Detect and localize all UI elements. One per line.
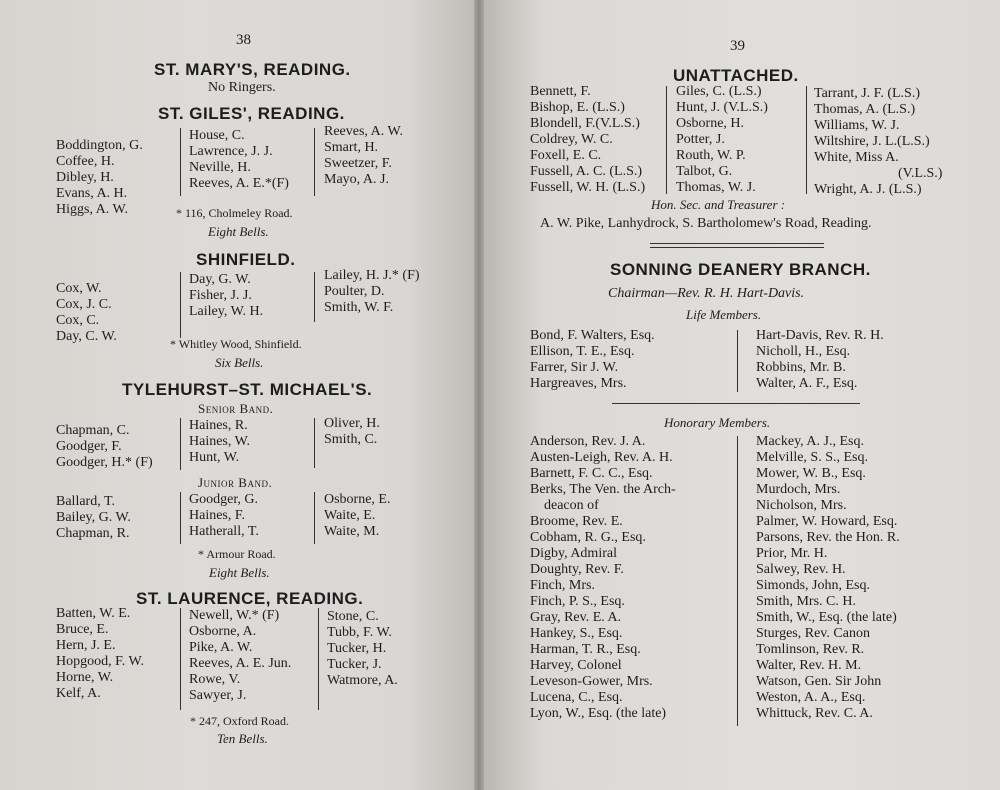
double-rule-top (650, 243, 824, 244)
list-item: Higgs, A. W. (56, 202, 128, 217)
column-divider (314, 128, 315, 196)
tylehurst-senior-label: Senior Band. (198, 401, 274, 416)
column-divider (314, 418, 315, 468)
sonning-title: SONNING DEANERY BRANCH. (610, 260, 871, 279)
st-laurence-bells: Ten Bells. (217, 731, 268, 746)
column-divider (180, 608, 181, 710)
column-divider (666, 86, 667, 194)
hon-sec-name: A. W. Pike, Lanhydrock, S. Bartholomew's Road, Reading. (540, 216, 872, 231)
column-divider (737, 330, 738, 392)
list-item: Smith, W., Esq. (the late) (756, 610, 897, 625)
list-item: Broome, Rev. E. (530, 514, 623, 529)
st-giles-address: * 116, Cholmeley Road. (176, 206, 293, 220)
unattached-col2 (676, 84, 768, 196)
list-item: Mayo, A. J. (324, 172, 389, 187)
life-col2 (756, 328, 884, 392)
list-item: Gray, Rev. E. A. (530, 610, 622, 625)
list-item: Smith, C. (324, 432, 378, 447)
list-item: Leveson-Gower, Mrs. (530, 674, 653, 689)
list-item: Lucena, C., Esq. (530, 690, 623, 705)
list-item: Hopgood, F. W. (56, 654, 144, 669)
unattached-col3 (814, 86, 942, 198)
list-item: Coffee, H. (56, 154, 115, 169)
list-item: Goodger, F. (56, 439, 122, 454)
list-item: Kelf, A. (56, 686, 101, 701)
unattached-col1 (530, 84, 645, 196)
list-item: Prior, Mr. H. (756, 546, 828, 561)
list-item: Sweetzer, F. (324, 156, 392, 171)
list-item: Watmore, A. (327, 673, 398, 688)
list-item: Hunt, J. (V.L.S.) (676, 100, 768, 115)
list-item: Mackey, A. J., Esq. (756, 434, 864, 449)
list-item: Blondell, F.(V.L.S.) (530, 116, 640, 131)
list-item: Goodger, G. (189, 492, 259, 507)
list-item: Pike, A. W. (189, 640, 253, 655)
list-item: Robbins, Mr. B. (756, 360, 846, 375)
list-item: Ellison, T. E., Esq. (530, 344, 635, 359)
list-item: White, Miss A. (814, 150, 899, 165)
chairman-line: Chairman—Rev. R. H. Hart-Davis. (608, 286, 805, 301)
list-item: Finch, P. S., Esq. (530, 594, 625, 609)
tylehurst-junior-label: Junior Band. (198, 475, 273, 490)
list-item: Murdoch, Mrs. (756, 482, 841, 497)
list-item: Harman, T. R., Esq. (530, 642, 641, 657)
list-item: Poulter, D. (324, 284, 385, 299)
list-item: Hart-Davis, Rev. R. H. (756, 328, 884, 343)
st-laurence-col2 (189, 608, 291, 704)
hon-sec-label: Hon. Sec. and Treasurer : (651, 197, 786, 212)
list-item: Sawyer, J. (189, 688, 247, 703)
list-item: Dibley, H. (56, 170, 114, 185)
section-rule (612, 403, 860, 404)
list-item: Tomlinson, Rev. R. (756, 642, 865, 657)
list-item: Goodger, H.* (F) (56, 455, 153, 470)
list-item: Lailey, W. H. (189, 304, 264, 319)
list-item: Whittuck, Rev. C. A. (756, 706, 873, 721)
list-item: Ballard, T. (56, 494, 115, 509)
list-item: Farrer, Sir J. W. (530, 360, 619, 375)
life-col1 (530, 328, 655, 392)
list-item: Harvey, Colonel (530, 658, 622, 673)
st-giles-bells: Eight Bells. (208, 224, 269, 239)
list-item: Salwey, Rev. H. (756, 562, 846, 577)
list-item: Thomas, A. (L.S.) (814, 102, 916, 117)
list-item: Thomas, W. J. (676, 180, 756, 195)
list-item: Rowe, V. (189, 672, 241, 687)
list-item: Waite, E. (324, 508, 376, 523)
st-marys-title: ST. MARY'S, READING. (154, 60, 351, 79)
list-item: Melville, S. S., Esq. (756, 450, 869, 465)
list-item: Neville, H. (189, 160, 251, 175)
tylehurst-senior-col3 (324, 416, 380, 448)
list-item: Palmer, W. Howard, Esq. (756, 514, 898, 529)
shinfield-bells: Six Bells. (215, 355, 264, 370)
list-item: Reeves, A. W. (324, 124, 403, 139)
list-item: Chapman, C. (56, 423, 130, 438)
list-item: Osborne, H. (676, 116, 745, 131)
column-divider (314, 492, 315, 544)
st-giles-col2 (189, 128, 289, 192)
shinfield-col2 (189, 272, 263, 320)
column-divider (318, 608, 319, 710)
list-item: Lailey, H. J.* (F) (324, 268, 420, 283)
shinfield-col1 (56, 281, 117, 345)
list-item: Giles, C. (L.S.) (676, 84, 762, 99)
list-item: Reeves, A. E.*(F) (189, 176, 289, 191)
list-item: Finch, Mrs. (530, 578, 595, 593)
column-divider (737, 436, 738, 726)
list-item: Wright, A. J. (L.S.) (814, 182, 922, 197)
list-item: Bond, F. Walters, Esq. (530, 328, 655, 343)
list-item: Hargreaves, Mrs. (530, 376, 627, 391)
list-item: Foxell, E. C. (530, 148, 602, 163)
column-divider (180, 272, 181, 338)
list-item: Hankey, S., Esq. (530, 626, 623, 641)
list-item: Batten, W. E. (56, 606, 131, 621)
list-item: Day, G. W. (189, 272, 251, 287)
shinfield-address: * Whitley Wood, Shinfield. (170, 337, 302, 351)
column-divider (180, 128, 181, 196)
list-item: Fussell, W. H. (L.S.) (530, 180, 646, 195)
st-marys-note: No Ringers. (208, 80, 276, 95)
page-number-right: 39 (730, 38, 745, 54)
list-item: Routh, W. P. (676, 148, 746, 163)
list-item: Cobham, R. G., Esq. (530, 530, 646, 545)
st-laurence-col3 (327, 609, 398, 689)
list-item: Digby, Admiral (530, 546, 617, 561)
list-item: Osborne, A. (189, 624, 257, 639)
list-item: Bishop, E. (L.S.) (530, 100, 625, 115)
list-item: Haines, W. (189, 434, 251, 449)
list-item: Wiltshire, J. L.(L.S.) (814, 134, 930, 149)
st-laurence-col1 (56, 606, 144, 702)
list-item: Potter, J. (676, 132, 725, 147)
tylehurst-junior-col3 (324, 492, 391, 540)
list-item: Smart, H. (324, 140, 379, 155)
list-item: Haines, R. (189, 418, 248, 433)
double-rule-bottom (650, 247, 824, 248)
column-divider (314, 272, 315, 322)
list-item: Nicholson, Mrs. (756, 498, 847, 513)
list-item: Cox, J. C. (56, 297, 112, 312)
list-item: Lawrence, J. J. (189, 144, 273, 159)
list-item: Weston, A. A., Esq. (756, 690, 866, 705)
list-item: Tucker, H. (327, 641, 387, 656)
list-item: Talbot, G. (676, 164, 733, 179)
st-giles-col1 (56, 138, 143, 218)
shinfield-title: SHINFIELD. (196, 250, 296, 269)
list-item: Reeves, A. E. Jun. (189, 656, 292, 671)
life-members-label: Life Members. (686, 307, 762, 322)
list-item: Bruce, E. (56, 622, 109, 637)
list-item: Tucker, J. (327, 657, 382, 672)
honorary-col1 (530, 434, 676, 722)
list-item: Parsons, Rev. the Hon. R. (756, 530, 900, 545)
list-item: Anderson, Rev. J. A. (530, 434, 646, 449)
list-item: Williams, W. J. (814, 118, 900, 133)
tylehurst-senior-col2 (189, 418, 250, 466)
list-item: Austen-Leigh, Rev. A. H. (530, 450, 673, 465)
tylehurst-bells: Eight Bells. (209, 565, 270, 580)
list-item: Sturges, Rev. Canon (756, 626, 870, 641)
list-item: Cox, C. (56, 313, 100, 328)
list-item: Coldrey, W. C. (530, 132, 613, 147)
tylehurst-title: TYLEHURST–ST. MICHAEL'S. (122, 380, 373, 399)
list-item: Evans, A. H. (56, 186, 128, 201)
list-item: deacon of (544, 498, 599, 513)
honorary-members-label: Honorary Members. (664, 415, 771, 430)
list-item: Osborne, E. (324, 492, 391, 507)
column-divider (180, 492, 181, 544)
list-item: Bailey, G. W. (56, 510, 131, 525)
list-item: Tarrant, J. F. (L.S.) (814, 86, 920, 101)
list-item: Walter, A. F., Esq. (756, 376, 858, 391)
list-item: Berks, The Ven. the Arch- (530, 482, 676, 497)
list-item: Mower, W. B., Esq. (756, 466, 866, 481)
honorary-col2 (756, 434, 900, 722)
list-item: Newell, W.* (F) (189, 608, 280, 623)
list-item: Fussell, A. C. (L.S.) (530, 164, 643, 179)
list-item: Hunt, W. (189, 450, 240, 465)
shinfield-col3 (324, 268, 420, 316)
unattached-title: UNATTACHED. (673, 66, 799, 85)
list-item: Chapman, R. (56, 526, 130, 541)
list-item: Simonds, John, Esq. (756, 578, 870, 593)
list-item: Hern, J. E. (56, 638, 116, 653)
page-number-left: 38 (236, 32, 251, 48)
list-item: Walter, Rev. H. M. (756, 658, 862, 673)
book-gutter (474, 0, 484, 790)
st-laurence-title: ST. LAURENCE, READING. (136, 589, 364, 608)
list-item: Waite, M. (324, 524, 380, 539)
list-item: Hatherall, T. (189, 524, 259, 539)
list-item: Nicholl, H., Esq. (756, 344, 851, 359)
list-item: Haines, F. (189, 508, 246, 523)
list-item: (V.L.S.) (898, 166, 943, 181)
list-item: House, C. (189, 128, 245, 143)
list-item: Boddington, G. (56, 138, 143, 153)
list-item: Stone, C. (327, 609, 379, 624)
list-item: Cox, W. (56, 281, 102, 296)
st-laurence-address: * 247, Oxford Road. (190, 714, 289, 728)
list-item: Bennett, F. (530, 84, 591, 99)
column-divider (180, 418, 181, 470)
list-item: Watson, Gen. Sir John (756, 674, 882, 689)
list-item: Horne, W. (56, 670, 114, 685)
list-item: Smith, Mrs. C. H. (756, 594, 856, 609)
list-item: Lyon, W., Esq. (the late) (530, 706, 667, 721)
tylehurst-senior-col1 (56, 423, 153, 471)
tylehurst-address: * Armour Road. (198, 547, 276, 561)
tylehurst-junior-col1 (56, 494, 131, 542)
st-giles-col3 (324, 124, 403, 188)
column-divider (806, 86, 807, 194)
tylehurst-junior-col2 (189, 492, 259, 540)
list-item: Doughty, Rev. F. (530, 562, 624, 577)
list-item: Smith, W. F. (324, 300, 394, 315)
list-item: Day, C. W. (56, 329, 117, 344)
list-item: Tubb, F. W. (327, 625, 392, 640)
list-item: Fisher, J. J. (189, 288, 252, 303)
list-item: Oliver, H. (324, 416, 380, 431)
list-item: Barnett, F. C. C., Esq. (530, 466, 653, 481)
st-giles-title: ST. GILES', READING. (158, 104, 345, 123)
